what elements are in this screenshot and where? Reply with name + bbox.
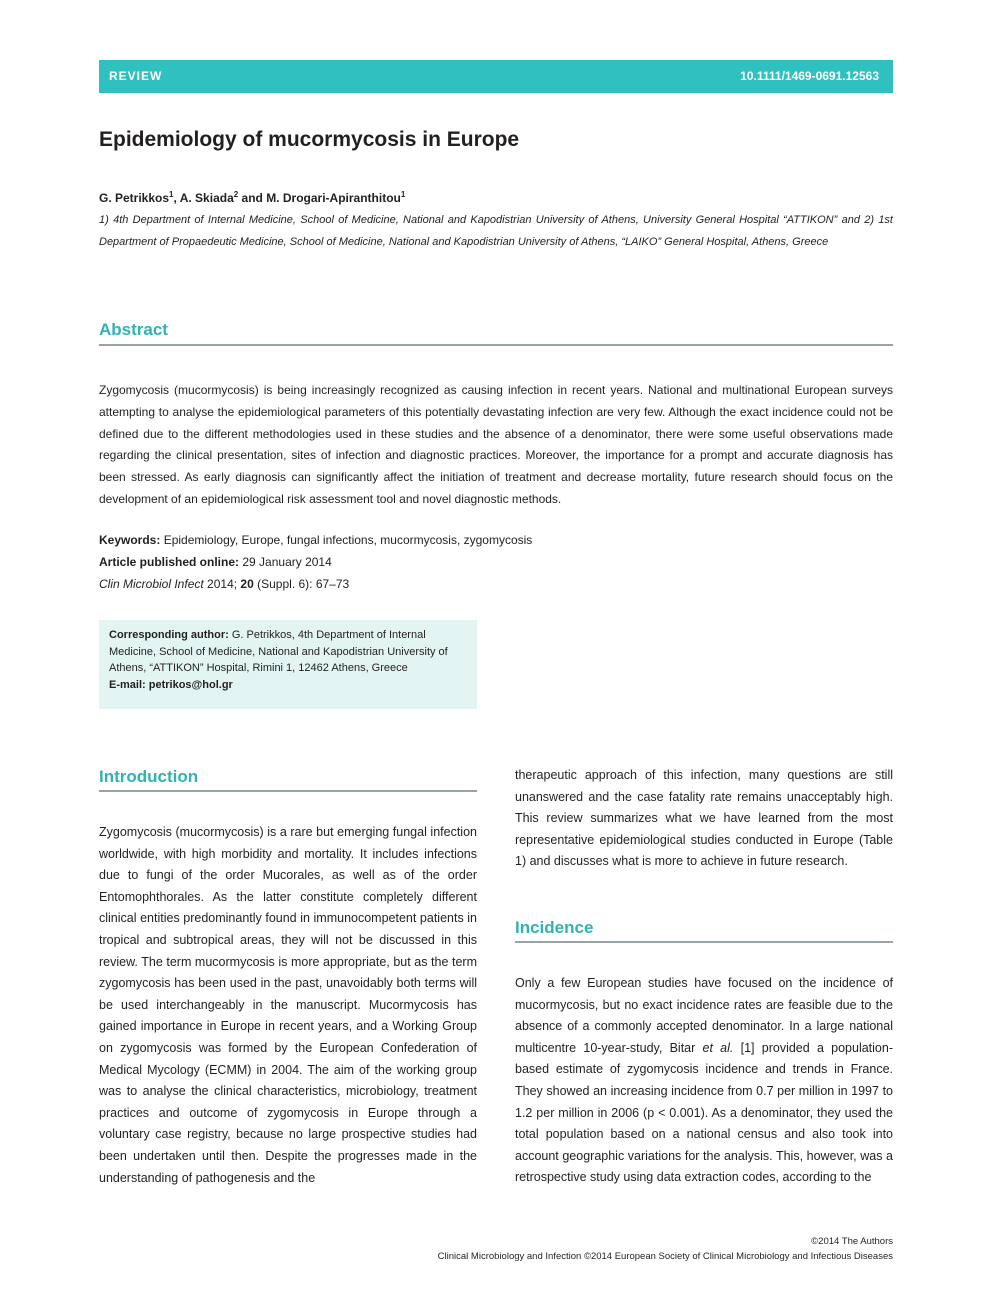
- journal-name: Clin Microbiol Infect: [99, 577, 204, 591]
- citation-year: 2014: [207, 577, 234, 591]
- published-line: [99, 555, 332, 569]
- abstract-divider: [99, 344, 893, 346]
- introduction-divider: [99, 790, 477, 792]
- abstract-text: Zygomycosis (mucormycosis) is being increasingly recognized as causing infection in recent years. National and multinational European surveys attempting to analyse the epidemiological parameters of this potentially devastating infection are very few. Although the exact incidence could not be defined due to the different methodologies used in these studies and the absence of a denominator, there were some useful observations made regarding the clinical presentation, sites of infection and diagnostic practices. Moreover, the importance for a prompt and accurate diagnosis has been stressed. As early diagnosis can significantly affect the initiation of treatment and decrease mortality, future research should focus on the development of an epidemiological risk assessment tool and novel diagnostic methods.: [99, 383, 893, 506]
- introduction-continuation: therapeutic approach of this infection, many questions are still unanswered and the case fatality rate remains unacceptably high. This review summarizes what we have learned from the most representative epidemiological studies conducted in Europe (Table 1) and discusses what is more to achieve in future research.: [515, 768, 893, 869]
- keywords-line: [99, 533, 532, 547]
- author-separator: and: [238, 191, 267, 205]
- incidence-paragraph: [515, 973, 893, 1189]
- incidence-divider: [515, 941, 893, 943]
- et-al: et al.: [702, 1040, 734, 1055]
- citation-volume: 20: [240, 577, 254, 591]
- header-banner: [99, 60, 893, 93]
- abstract-heading: Abstract: [99, 320, 168, 339]
- author-list: [99, 190, 405, 205]
- corresponding-author-text: [109, 627, 469, 694]
- email-label: E-mail:: [109, 679, 146, 692]
- corresponding-author-box: [99, 620, 477, 709]
- author-name: A. Skiada: [179, 191, 234, 205]
- citation-pages: (Suppl. 6): 67–73: [257, 577, 350, 591]
- published-label: Article published online:: [99, 555, 240, 569]
- author-name: G. Petrikkos: [99, 191, 170, 205]
- author-affiliation-mark: 1: [169, 190, 174, 199]
- published-date: 29 January 2014: [242, 555, 332, 569]
- author-affiliation-mark: 2: [233, 190, 239, 199]
- corresponding-label: Corresponding author:: [109, 629, 229, 641]
- affiliations: 1) 4th Department of Internal Medicine, School of Medicine, National and Kapodistrian University of Athens, University General Hospital “ATTIKON” and 2) 1st Department of Propaedeutic Medicine, School of Medicine, National and Kapodistrian University of Athens, “LAIKO” General Hospital, Athens, Greece: [99, 214, 893, 248]
- corresponding-address: G. Petrikkos, 4th Department of Internal Medicine, School of Medicine, National and Kapodistrian University of Athens, “ATTIKON” Hospital, Rimini 1, 12462 Athens, Greece: [109, 629, 448, 675]
- keywords: Epidemiology, Europe, fungal infections, mucormycosis, zygomycosis: [163, 533, 533, 547]
- section-label: REVIEW: [109, 69, 163, 83]
- article-title: Epidemiology of mucormycosis in Europe: [99, 128, 520, 151]
- footer-publisher: Clinical Microbiology and Infection ©2014 European Society of Clinical Microbiology and Infectious Diseases: [437, 1251, 893, 1262]
- footer-copyright: ©2014 The Authors: [811, 1236, 893, 1247]
- email-link[interactable]: petrikos@hol.gr: [148, 679, 233, 692]
- introduction-heading: Introduction: [99, 767, 199, 786]
- incidence-heading: Incidence: [515, 918, 594, 937]
- introduction-paragraph: Zygomycosis (mucormycosis) is a rare but emerging fungal infection worldwide, with high morbidity and mortality. It includes infections due to fungi of the order Mucorales, as well as of the order Entomophthorales. As the latter constitute completely different clinical entities predominantly found in immunocompetent patients in tropical and subtropical areas, they will not be discussed in this review. The term mucormycosis is more appropriate, but as the term zygomycosis has been used in the past, unavoidably both terms will be used interchangeably in the manuscript. Mucormycosis has gained importance in Europe in recent years, and a Working Group on zygomycosis was formed by the European Confederation of Medical Mycology (ECMM) in 2004. The aim of the working group was to analyse the clinical characteristics, microbiology, treatment practices and outcome of zygomycosis in Europe through a voluntary case registry, because no large prospective studies had been undertaken until then. Despite the progresses made in the understanding of pathogenesis and the: [99, 825, 477, 1185]
- incidence-text-continued: [1] provided a population-based estimate of zygomycosis incidence and trends in France. They showed an increasing incidence from 0.7 per million in 1997 to 1.2 per million in 2006 (p < 0.001). As a denominator, they used the total population based on a national census and also took into account geographic variations for the analysis. This, however, was a retrospective study using data extraction codes, according to the: [515, 1040, 893, 1185]
- incidence-text: Only a few European studies have focused on the incidence of mucormycosis, but no exact incidence rates are feasible due to the absence of a commonly accepted denominator. In a large national multicentre 10-year-study, Bitar: [515, 976, 893, 1055]
- author-name: M. Drogari-Apiranthitou: [266, 191, 401, 205]
- keywords-label: Keywords:: [99, 533, 161, 547]
- author-affiliation-mark: 1: [400, 190, 406, 199]
- author-separator: ,: [173, 191, 180, 205]
- doi-link[interactable]: 10.1111/1469-0691.12563: [740, 69, 879, 83]
- citation-line: Clin Microbiol Infect 2014; 20 (Suppl. 6): 67–73: [99, 577, 350, 591]
